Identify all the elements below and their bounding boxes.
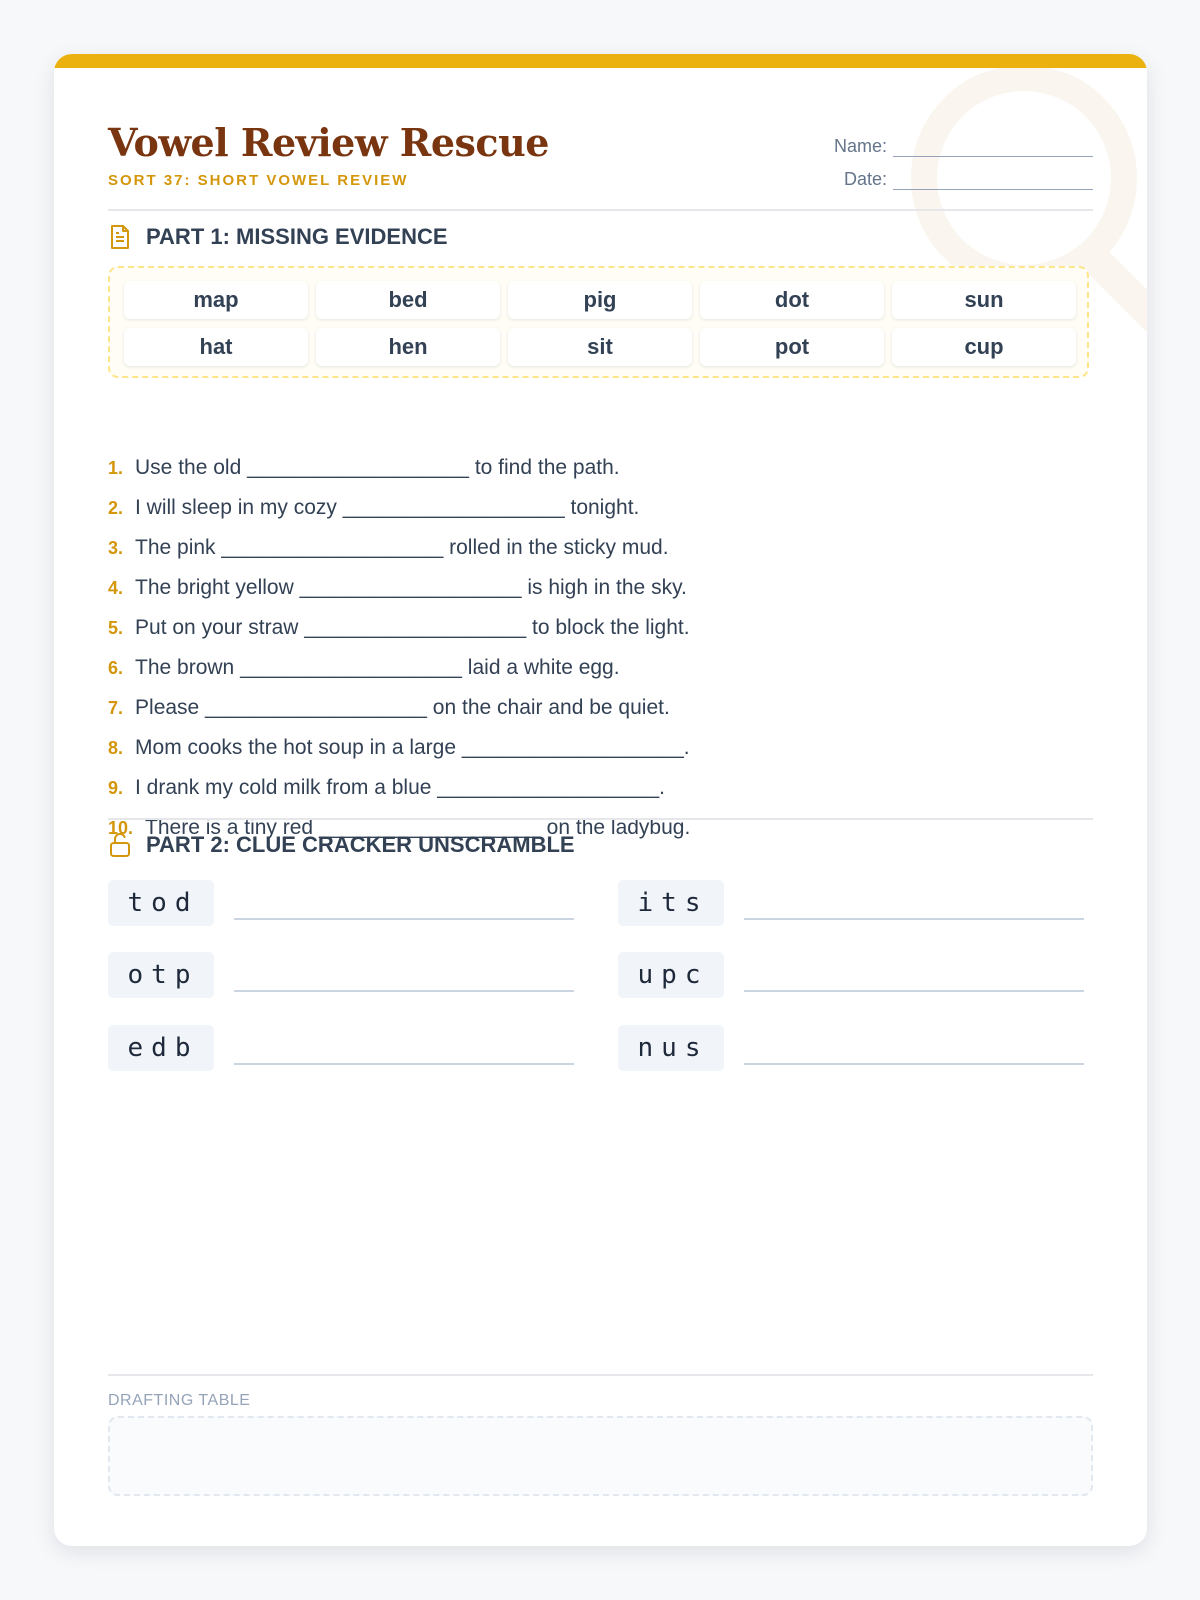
part2-heading-text: PART 2: CLUE CRACKER UNSCRAMBLE xyxy=(146,832,575,857)
scramble-item xyxy=(108,880,578,928)
sentence-number: 3. xyxy=(108,537,124,558)
sentence-text[interactable]: The bright yellow ___________________ is high in the sky. xyxy=(135,576,687,599)
sentence-text[interactable]: I drank my cold milk from a blue ___________________. xyxy=(135,776,666,799)
answer-line[interactable] xyxy=(234,918,574,920)
unlock-icon xyxy=(108,832,132,858)
word-chip: hat xyxy=(124,328,308,366)
sentence-text[interactable]: Mom cooks the hot soup in a large ___________________. xyxy=(135,736,690,759)
sentence-number: 2. xyxy=(108,497,124,518)
sentence-item xyxy=(108,688,690,728)
sentence-item xyxy=(108,768,690,808)
date-field[interactable] xyxy=(893,169,1093,190)
divider xyxy=(108,1374,1093,1376)
answer-line[interactable] xyxy=(744,918,1084,920)
page-title: Vowel Review Rescue xyxy=(108,120,549,165)
word-chip: pot xyxy=(700,328,884,366)
sentence-item xyxy=(108,488,690,528)
part1-heading xyxy=(108,222,448,252)
sentence-number: 7. xyxy=(108,697,124,718)
scramble-item xyxy=(108,952,578,1000)
answer-line[interactable] xyxy=(234,990,574,992)
scrambled-letters: tod xyxy=(108,880,214,926)
scramble-item xyxy=(618,880,1088,928)
sentence-text[interactable]: Use the old ___________________ to find the path. xyxy=(135,456,620,479)
scramble-item xyxy=(108,1025,578,1073)
scrambled-letters: edb xyxy=(108,1025,214,1071)
name-label: Name: xyxy=(833,136,887,156)
part2-heading xyxy=(108,830,575,860)
divider xyxy=(108,818,1093,820)
divider xyxy=(108,209,1093,211)
word-chip: sit xyxy=(508,328,692,366)
scramble-item xyxy=(618,952,1088,1000)
date-label: Date: xyxy=(843,169,887,189)
worksheet-page xyxy=(54,54,1147,1546)
sentence-text[interactable]: The brown ___________________ laid a white egg. xyxy=(135,656,620,679)
page-subtitle: SORT 37: SHORT VOWEL REVIEW xyxy=(108,172,409,189)
sentence-item xyxy=(108,528,690,568)
sentence-text[interactable]: Put on your straw ___________________ to block the light. xyxy=(135,616,690,639)
sentence-number: 8. xyxy=(108,737,124,758)
sentence-text[interactable]: The pink ___________________ rolled in the sticky mud. xyxy=(135,536,669,559)
accent-bar xyxy=(54,54,1147,68)
drafting-table-area[interactable] xyxy=(108,1416,1093,1496)
sentence-number: 10. xyxy=(108,817,134,838)
word-chip: sun xyxy=(892,281,1076,319)
sentence-number: 6. xyxy=(108,657,124,678)
scrambled-letters: upc xyxy=(618,952,724,998)
word-chip: cup xyxy=(892,328,1076,366)
document-icon xyxy=(108,224,132,250)
sentence-number: 5. xyxy=(108,617,124,638)
sentence-number: 1. xyxy=(108,457,124,478)
scrambled-letters: otp xyxy=(108,952,214,998)
word-chip: bed xyxy=(316,281,500,319)
part1-heading-text: PART 1: MISSING EVIDENCE xyxy=(146,224,448,249)
name-field[interactable] xyxy=(893,136,1093,157)
sentence-text[interactable]: I will sleep in my cozy ___________________ tonight. xyxy=(135,496,640,519)
sentence-number: 4. xyxy=(108,577,124,598)
sentence-item xyxy=(108,728,690,768)
answer-line[interactable] xyxy=(744,990,1084,992)
answer-line[interactable] xyxy=(744,1063,1084,1065)
sentence-text[interactable]: Please ___________________ on the chair and be quiet. xyxy=(135,696,670,719)
answer-line[interactable] xyxy=(234,1063,574,1065)
sentence-item xyxy=(108,608,690,648)
sentence-list xyxy=(108,448,690,848)
sentence-number: 9. xyxy=(108,777,124,798)
word-chip: map xyxy=(124,281,308,319)
word-chip: dot xyxy=(700,281,884,319)
word-chip: pig xyxy=(508,281,692,319)
sentence-item xyxy=(108,648,690,688)
word-chip: hen xyxy=(316,328,500,366)
sentence-item xyxy=(108,568,690,608)
scramble-item xyxy=(618,1025,1088,1073)
sentence-item xyxy=(108,448,690,488)
scrambled-letters: its xyxy=(618,880,724,926)
name-date-block xyxy=(834,124,1093,190)
date-row xyxy=(834,157,1093,190)
sentence-text[interactable]: There is a tiny red ___________________ on the ladybug. xyxy=(145,816,691,839)
scrambled-letters: nus xyxy=(618,1025,724,1071)
word-bank xyxy=(108,266,1089,378)
drafting-table-label: DRAFTING TABLE xyxy=(108,1392,251,1409)
name-row xyxy=(834,124,1093,157)
